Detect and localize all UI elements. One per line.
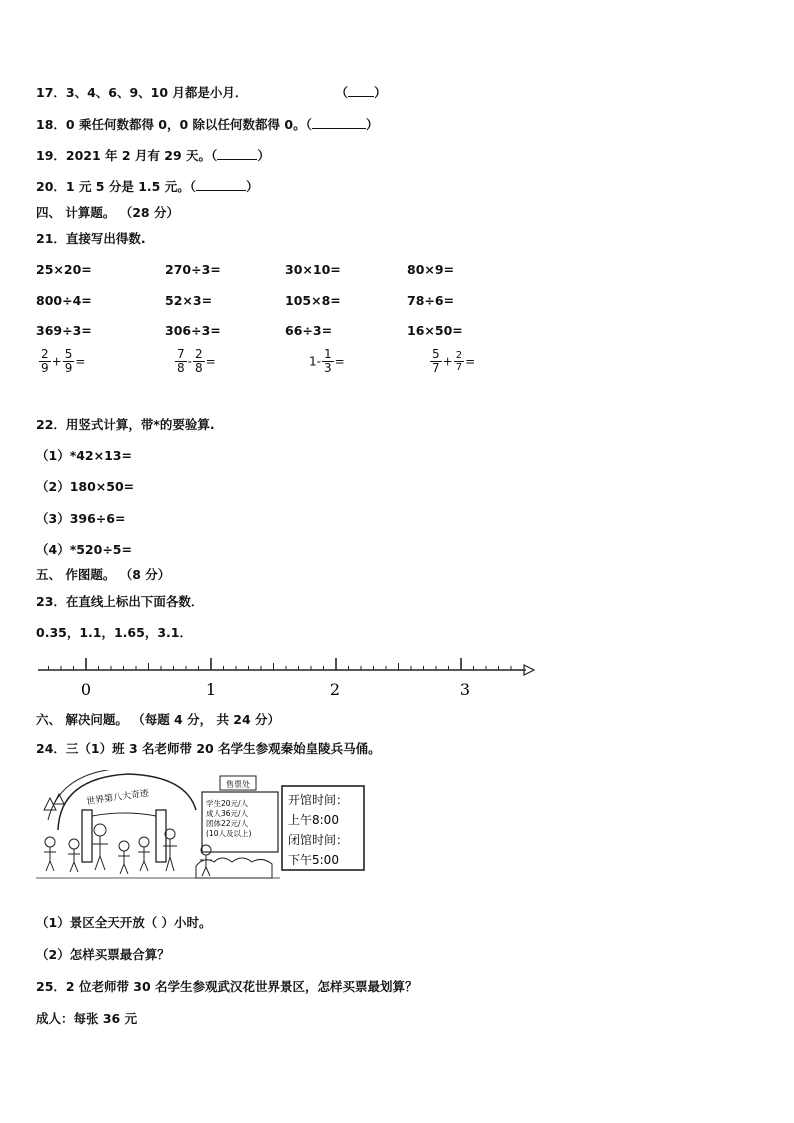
fraction-item-3: 1- $\frac{1}{3}$ =: [309, 347, 345, 375]
number-line-label-0: 0: [80, 680, 92, 699]
calc-item: 800÷4=: [36, 293, 92, 308]
hours-line: 下午5:00: [288, 853, 339, 867]
q22-item-2: （2）180×50=: [36, 479, 135, 494]
hours-line: 闭馆时间：: [288, 833, 349, 847]
fraction: $\frac{5}{7}$: [432, 347, 440, 375]
calc-item: 78÷6=: [407, 293, 455, 308]
question-22: 22．用竖式计算，带*的要验算.: [36, 417, 215, 432]
question-17: 17．3、4、6、9、10 月都是小月． （ ）: [36, 85, 387, 100]
calc-item: 30×10=: [285, 262, 341, 277]
fraction-item-2: $\frac{7}{8}$ - $\frac{2}{8}$ =: [177, 347, 216, 375]
fraction: $\frac{2}{7}$: [455, 350, 463, 373]
calc-item: 369÷3=: [36, 323, 92, 338]
answer-blank[interactable]: [312, 116, 366, 129]
number-line-label-1: 1: [205, 680, 217, 699]
calc-item: 25×20=: [36, 262, 92, 277]
question-23: 23．在直线上标出下面各数．: [36, 594, 204, 609]
rock-pile: [196, 858, 272, 878]
q25-adult-price: 成人：每张 36 元: [36, 1011, 138, 1026]
fraction: $\frac{5}{9}$: [64, 347, 73, 375]
number-line-label-3: 3: [459, 680, 471, 699]
q22-item-1: （1）*42×13=: [36, 448, 132, 463]
number-line[interactable]: [30, 650, 540, 700]
fraction: $\frac{2}{9}$: [41, 347, 49, 375]
calc-item: 270÷3=: [165, 262, 221, 277]
q23-values: 0.35，1.1，1.65，3.1．: [36, 625, 192, 640]
gate-pillar: [82, 810, 92, 862]
scenic-gate-illustration: [36, 770, 368, 888]
question-25: 25．2 位老师带 30 名学生参观武汉花世界景区，怎样买票最划算？: [36, 979, 418, 994]
q24-part-2: （2）怎样买票最合算？: [36, 947, 170, 962]
answer-blank[interactable]: [196, 178, 246, 191]
question-20: 20．1 元 5 分是 1.5 元。（ ）: [36, 179, 259, 194]
price-line: 团体22元/人: [206, 819, 249, 828]
q22-item-4: （4）*520÷5=: [36, 542, 132, 557]
price-line: 学生20元/人: [206, 799, 249, 808]
fraction-item-1: $\frac{2}{9}$ + $\frac{5}{9}$ =: [41, 347, 86, 375]
calc-item: 80×9=: [407, 262, 455, 277]
answer-blank[interactable]: [348, 84, 374, 97]
answer-blank[interactable]: [217, 147, 257, 160]
calc-item: 16×50=: [407, 323, 463, 338]
number-line-label-2: 2: [329, 680, 341, 699]
hours-line: 开馆时间：: [288, 793, 349, 807]
calc-item: 66÷3=: [285, 323, 333, 338]
fraction: $\frac{1}{3}$: [323, 347, 332, 375]
question-21: 21．直接写出得数.: [36, 231, 146, 246]
section-4-heading: 四、 计算题。 （28 分）: [36, 205, 179, 220]
calc-item: 306÷3=: [165, 323, 221, 338]
section-6-heading: 六、 解决问题。 （每题 4 分， 共 24 分）: [36, 712, 281, 727]
calc-item: 105×8=: [285, 293, 341, 308]
fraction: $\frac{7}{8}$: [177, 347, 185, 375]
question-24: 24．三（1）班 3 名老师带 20 名学生参观秦始皇陵兵马俑。: [36, 741, 381, 756]
gate-pillar: [156, 810, 166, 862]
fraction: $\frac{2}{8}$: [194, 347, 203, 375]
price-line: 成人36元/人: [206, 809, 249, 818]
q22-item-3: （3）396÷6=: [36, 511, 126, 526]
question-19: 19．2021 年 2 月有 29 天。（ ）: [36, 148, 270, 163]
banner-text: 世界第八大奇迹: [85, 788, 150, 808]
fraction-item-4: $\frac{5}{7}$ + $\frac{2}{7}$ =: [432, 347, 476, 375]
number-line-ticks: [49, 658, 512, 670]
calc-item: 52×3=: [165, 293, 213, 308]
children-figures: [44, 824, 212, 876]
hours-line: 上午8:00: [288, 813, 339, 827]
q24-part-1: （1）景区全天开放（ ）小时。: [36, 915, 212, 930]
price-line: (10人及以上): [206, 829, 252, 838]
section-5-heading: 五、 作图题。 （8 分）: [36, 567, 171, 582]
gate-arch: [58, 774, 196, 830]
question-18: 18．0 乘任何数都得 0，0 除以任何数都得 0。（ ）: [36, 117, 379, 132]
ticket-office-label: 售票处: [226, 780, 250, 789]
